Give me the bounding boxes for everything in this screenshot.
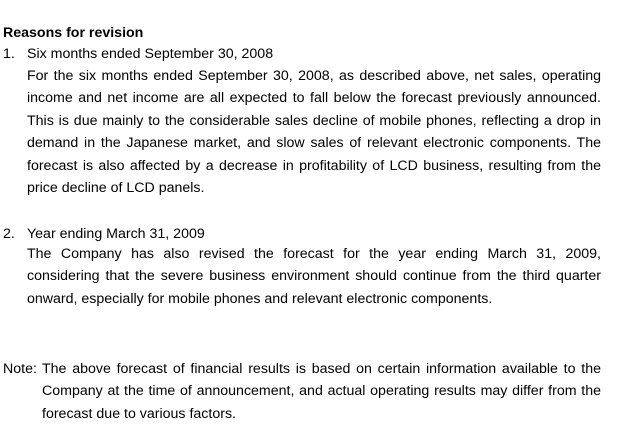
- note-text: The above forecast of financial results is based on certain information available to the Company at the time of announcement, and actual operating results may differ from the forecast due to various factors.: [42, 361, 601, 422]
- item-1-body: For the six months ended September 30, 2008, as described above, net sales, operating income and net income are all expected to fall below the forecast previously announced. This is due mainly to the considerable sales decline of mobile phones, reflecting a drop in demand in the Japanese market, and slow sales of relevant electronic components. The forecast is also affected by a decrease in profitability of LCD business, resulting from the price decline of LCD panels.: [27, 68, 601, 197]
- item-2-body: The Company has also revised the forecast for the year ending March 31, 2009, considering that the severe business environment should continue from the third quarter onward, especially for mobile phones and relevant electronic components.: [27, 246, 601, 307]
- item-2-heading: [3, 225, 205, 243]
- item-2-title: Year ending March 31, 2009: [27, 226, 205, 242]
- item-1-heading: [3, 45, 273, 63]
- note-label: Note:: [3, 361, 37, 377]
- section-heading: Reasons for revision: [3, 25, 144, 41]
- item-1-title: Six months ended September 30, 2008: [27, 46, 274, 62]
- item-2-number: 2.: [3, 226, 15, 242]
- item-1-number: 1.: [3, 46, 15, 62]
